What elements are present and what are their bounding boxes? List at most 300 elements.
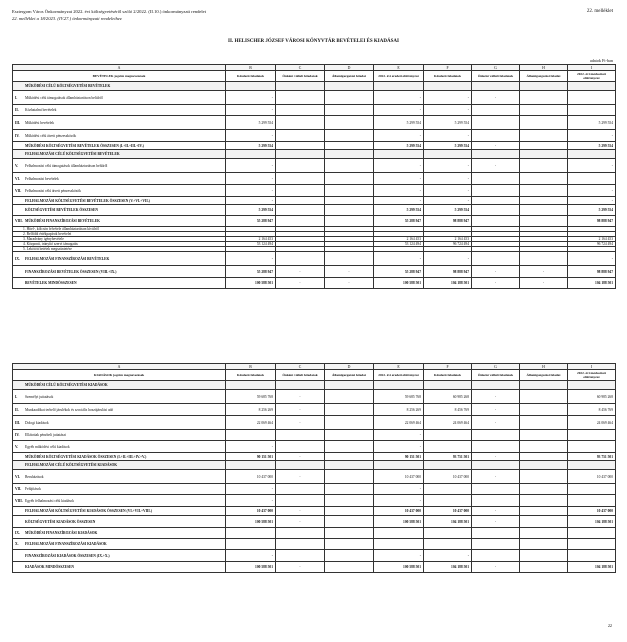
row-label-cell [13, 404, 226, 416]
value-cell [325, 142, 374, 150]
value-cell [424, 484, 472, 495]
value-cell [276, 216, 325, 227]
value-cell [276, 197, 325, 205]
column-letter: I [568, 65, 616, 71]
value-cell: - [276, 390, 325, 404]
value-cell [520, 159, 568, 173]
row-label: Beruházások [25, 474, 44, 479]
value-cell: 96 724 494 [424, 242, 472, 247]
row-label-cell [13, 453, 226, 461]
value-cell [472, 441, 520, 453]
value-cell [472, 105, 520, 116]
value-cell: - [276, 278, 325, 289]
value-cell [520, 130, 568, 142]
value-cell: - [325, 266, 374, 278]
value-cell [472, 252, 520, 266]
value-cell [568, 461, 616, 470]
value-cell: - [374, 252, 424, 266]
value-cell: - [226, 484, 276, 495]
column-letter: E [374, 65, 424, 71]
value-cell [325, 205, 374, 216]
value-cell [325, 185, 374, 197]
value-cell: - [374, 130, 424, 142]
value-cell: - [472, 562, 520, 573]
column-header-c3: Államigazgatási feladat [325, 71, 374, 82]
value-cell: - [424, 185, 472, 197]
value-cell [520, 197, 568, 205]
table-row [13, 516, 616, 528]
value-cell: - [374, 495, 424, 507]
row-roman-numeral: VII. [15, 487, 22, 491]
column-header-c7: Államigazgatási feladat [520, 71, 568, 82]
value-cell [568, 495, 616, 507]
row-label-cell [13, 197, 226, 205]
value-cell [568, 528, 616, 539]
row-label: 2. Belföldi értékpapírok bevételei [23, 232, 72, 236]
value-cell: 55 288 947 [226, 216, 276, 227]
value-cell [568, 430, 616, 441]
column-letter: A [13, 364, 226, 370]
value-cell: - [520, 266, 568, 278]
row-label-cell [13, 507, 226, 516]
value-cell: - [424, 130, 472, 142]
value-cell [472, 539, 520, 550]
value-cell [276, 430, 325, 441]
value-cell [472, 430, 520, 441]
value-cell [520, 461, 568, 470]
value-cell [325, 484, 374, 495]
value-cell [325, 461, 374, 470]
row-label: Felhalmozási bevételek [25, 176, 59, 181]
value-cell [325, 82, 374, 91]
value-cell: 5 299 554 [226, 205, 276, 216]
column-letter: D [325, 65, 374, 71]
value-cell [276, 495, 325, 507]
value-cell: - [374, 185, 424, 197]
row-roman-numeral: VI. [15, 474, 20, 479]
column-letter: H [520, 65, 568, 71]
value-cell [472, 150, 520, 159]
column-header-c8: 2022. évi módosított előirányzat [568, 370, 616, 381]
column-header-label: KIADÁSOK jogcím megnevezések [13, 370, 226, 381]
value-cell [424, 495, 472, 507]
value-cell [472, 216, 520, 227]
value-cell: - [226, 173, 276, 185]
row-label-cell [13, 470, 226, 484]
table-row [13, 495, 616, 507]
table-row [13, 404, 616, 416]
value-cell: 10 437 000 [568, 507, 616, 516]
value-cell [325, 430, 374, 441]
column-header-c2: Önként vállalt feladatok [276, 370, 325, 381]
value-cell: - [276, 562, 325, 573]
expense-table-body [13, 364, 616, 573]
value-cell [472, 197, 520, 205]
value-cell [276, 539, 325, 550]
row-label-cell [13, 173, 226, 185]
column-header-row [13, 370, 616, 381]
table-row [13, 252, 616, 266]
row-label: KÖLTSÉGVETÉSI KIADÁSOK ÖSSZESEN [25, 519, 96, 524]
value-cell [276, 159, 325, 173]
row-label: 4. Központi, irányító szervi támogatás [23, 242, 78, 246]
row-label: MŰKÖDÉSI KÖLTSÉGVETÉSI KIADÁSOK ÖSSZESEN (I.+II.+III.+IV.+V.) [25, 454, 147, 459]
value-cell: - [568, 185, 616, 197]
column-letter: A [13, 65, 226, 71]
row-label-cell [13, 441, 226, 453]
value-cell: 98 888 947 [424, 216, 472, 227]
value-cell: 2 164 453 [568, 237, 616, 242]
value-cell [568, 82, 616, 91]
row-label: Személyi juttatások [25, 394, 54, 399]
value-cell: 93 751 501 [424, 453, 472, 461]
value-cell [276, 205, 325, 216]
value-cell [520, 185, 568, 197]
value-cell [276, 461, 325, 470]
value-cell: - [226, 441, 276, 453]
value-cell [325, 453, 374, 461]
value-cell [472, 116, 520, 130]
column-header-c7: Államigazgatási feladat [520, 370, 568, 381]
row-roman-numeral: IX. [15, 531, 20, 535]
value-cell [325, 562, 374, 573]
row-roman-numeral: X. [15, 542, 19, 546]
value-cell [472, 205, 520, 216]
value-cell: 10 437 000 [374, 507, 424, 516]
value-cell: 24 069 464 [424, 416, 472, 430]
row-roman-numeral: V. [15, 163, 19, 168]
row-roman-numeral: III. [15, 420, 21, 425]
value-cell [424, 150, 472, 159]
row-label: 3. Maradvány igénybevétele [23, 237, 64, 241]
table-row [13, 562, 616, 573]
row-roman-numeral: VI. [15, 176, 20, 181]
value-cell: 104 188 501 [568, 516, 616, 528]
value-cell: 104 188 501 [424, 516, 472, 528]
value-cell [226, 82, 276, 91]
value-cell [325, 495, 374, 507]
value-cell [374, 528, 424, 539]
value-cell: - [226, 105, 276, 116]
table-row [13, 91, 616, 105]
row-label-cell [13, 130, 226, 142]
value-cell: - [374, 173, 424, 185]
column-header-c5: Kötelező feladatok [424, 370, 472, 381]
row-label: MŰKÖDÉSI FINANSZÍROZÁSI BEVÉTELEK [25, 219, 100, 223]
row-label: Közhatalmi bevételek [25, 108, 57, 112]
value-cell: - [374, 550, 424, 562]
value-cell: 10 437 000 [226, 470, 276, 484]
value-cell [520, 105, 568, 116]
value-cell [520, 150, 568, 159]
value-cell: - [472, 91, 520, 105]
value-cell: 100 588 501 [374, 516, 424, 528]
row-label-cell [13, 159, 226, 173]
row-label-cell [13, 116, 226, 130]
value-cell: - [472, 453, 520, 461]
row-label: Felhalmozási célú átvett pénzeszközök [25, 188, 81, 193]
value-cell: - [472, 159, 520, 173]
value-cell [276, 550, 325, 562]
value-cell: 90 151 501 [374, 453, 424, 461]
value-cell: - [374, 105, 424, 116]
value-cell: 104 188 501 [424, 562, 472, 573]
value-cell [472, 185, 520, 197]
column-header-row [13, 71, 616, 82]
value-cell: 10 437 000 [374, 470, 424, 484]
value-cell: - [472, 266, 520, 278]
value-cell [325, 441, 374, 453]
row-roman-numeral: IX. [15, 256, 20, 261]
value-cell [520, 142, 568, 150]
row-label: Egyéb felhalmozási célú kiadások [25, 498, 74, 503]
value-cell [520, 116, 568, 130]
value-cell: 24 069 464 [568, 416, 616, 430]
column-header-c6: Önként vállalt feladatok [472, 370, 520, 381]
table-row [13, 507, 616, 516]
value-cell [568, 550, 616, 562]
value-cell: - [276, 453, 325, 461]
value-cell [520, 528, 568, 539]
value-cell: 98 888 947 [424, 266, 472, 278]
table-row [13, 173, 616, 185]
row-label-cell [13, 528, 226, 539]
value-cell [424, 461, 472, 470]
value-cell: 22 069 464 [226, 416, 276, 430]
column-header-c3: Államigazgatási feladat [325, 370, 374, 381]
row-label-cell [13, 416, 226, 430]
row-label: Működési bevételek [25, 120, 55, 125]
row-label-cell [13, 266, 226, 278]
value-cell: - [472, 278, 520, 289]
value-cell [472, 528, 520, 539]
table-row [13, 430, 616, 441]
value-cell: - [226, 91, 276, 105]
value-cell: - [520, 278, 568, 289]
value-cell: - [568, 252, 616, 266]
row-roman-numeral: II. [15, 108, 19, 112]
table-row [13, 159, 616, 173]
value-cell [374, 82, 424, 91]
value-cell [520, 484, 568, 495]
value-cell: 5 299 554 [374, 205, 424, 216]
table-row [13, 216, 616, 227]
page-title: II. HELISCHER JÓZSEF VÁROSI KÖNYVTÁR BEVÉTELEI ÉS KIADÁSAI [228, 39, 399, 44]
value-cell: - [276, 404, 325, 416]
column-letter: F [424, 65, 472, 71]
revenue-table [12, 64, 616, 289]
value-cell: 100 588 501 [374, 278, 424, 289]
page-number: 22 [607, 623, 612, 628]
table-row [13, 550, 616, 562]
row-label: Egyéb működési célú kiadások [25, 444, 70, 449]
row-label-cell [13, 105, 226, 116]
value-cell [472, 550, 520, 562]
value-cell [472, 130, 520, 142]
row-roman-numeral: VIII. [15, 219, 23, 223]
column-header-c8: 2022. évi módosított előirányzat [568, 71, 616, 82]
row-label: BEVÉTELEK MINDÖSSZESEN [25, 281, 77, 285]
row-label-cell [13, 381, 226, 390]
value-cell: - [472, 516, 520, 528]
value-cell: - [424, 197, 472, 205]
value-cell: 2 164 453 [374, 237, 424, 242]
value-cell [520, 404, 568, 416]
value-cell: - [276, 516, 325, 528]
row-label: Felhalmozási célú támogatások államháztartáson belülről [25, 163, 108, 168]
value-cell [226, 430, 276, 441]
value-cell: 5 299 554 [424, 142, 472, 150]
value-cell: 8 456 769 [568, 404, 616, 416]
value-cell: - [226, 252, 276, 266]
value-cell: - [424, 550, 472, 562]
row-label: Munkaadókat terhelő járulékok és szociális hozzájárulási adó [25, 407, 114, 412]
row-label-cell [13, 150, 226, 159]
value-cell: 2 164 453 [226, 237, 276, 242]
value-cell: 5 299 554 [568, 116, 616, 130]
table-row [13, 197, 616, 205]
row-label: MŰKÖDÉSI KÖLTSÉGVETÉSI BEVÉTELEK ÖSSZESEN (I.+II.+III.+IV.) [25, 143, 144, 148]
column-letter: G [472, 364, 520, 370]
table-row [13, 381, 616, 390]
value-cell [520, 550, 568, 562]
value-cell [276, 116, 325, 130]
row-label-cell [13, 252, 226, 266]
row-label-cell [13, 278, 226, 289]
value-cell: 100 588 501 [374, 562, 424, 573]
value-cell [325, 470, 374, 484]
row-label: Működési célú támogatások államháztartáson belülről [25, 95, 103, 100]
row-label: Működési célú átvett pénzeszközök [25, 133, 77, 138]
table-row [13, 470, 616, 484]
value-cell [520, 416, 568, 430]
value-cell: 98 888 947 [568, 216, 616, 227]
value-cell: 104 188 501 [424, 278, 472, 289]
column-header-c6: Önként vállalt feladatok [472, 71, 520, 82]
value-cell [520, 390, 568, 404]
value-cell [325, 507, 374, 516]
value-cell [472, 82, 520, 91]
column-header-c1: Kötelező feladatok [226, 370, 276, 381]
value-cell [276, 142, 325, 150]
row-label: 5. Lekötött betétek megszüntetése [23, 247, 72, 251]
value-cell: - [472, 142, 520, 150]
value-cell: 55 288 947 [374, 266, 424, 278]
row-label-cell [13, 91, 226, 105]
value-cell: 5 299 554 [424, 205, 472, 216]
row-label: MŰKÖDÉSI CÉLÚ KÖLTSÉGVETÉSI KIADÁSOK [25, 383, 108, 387]
revenue-table-body [13, 65, 616, 289]
value-cell: 5 299 554 [568, 205, 616, 216]
unit-label: adatok Ft-ban [589, 58, 613, 63]
value-cell [472, 173, 520, 185]
value-cell: 100 588 501 [226, 516, 276, 528]
value-cell [226, 528, 276, 539]
row-label: FELHALMOZÁSI FINANSZÍROZÁSI KIADÁSOK [25, 542, 107, 546]
value-cell: 55 288 947 [226, 266, 276, 278]
header-annex: 22. melléklet a 18/2023. (IV.27.) önkormányzati rendelethez [12, 16, 122, 21]
value-cell [325, 539, 374, 550]
table-row [13, 205, 616, 216]
value-cell: - [424, 252, 472, 266]
row-label: FINANSZÍROZÁSI BEVÉTELEK ÖSSZESEN (VIII.+IX.) [25, 269, 117, 274]
table-row [13, 453, 616, 461]
column-letter: D [325, 364, 374, 370]
column-letter: E [374, 364, 424, 370]
row-label-cell [13, 216, 226, 227]
row-label-cell [13, 82, 226, 91]
value-cell [276, 105, 325, 116]
row-roman-numeral: V. [15, 444, 19, 449]
value-cell [520, 381, 568, 390]
value-cell [520, 495, 568, 507]
value-cell: - [226, 197, 276, 205]
value-cell: 53 124 494 [226, 242, 276, 247]
table-row [13, 105, 616, 116]
value-cell [520, 430, 568, 441]
value-cell: 22 069 464 [374, 416, 424, 430]
value-cell [276, 484, 325, 495]
value-cell [424, 82, 472, 91]
value-cell: - [472, 416, 520, 430]
value-cell: 100 588 501 [226, 278, 276, 289]
value-cell [520, 216, 568, 227]
row-label-cell [13, 495, 226, 507]
value-cell: 5 299 554 [374, 142, 424, 150]
row-label: Dologi kiadások [25, 420, 49, 425]
value-cell [226, 461, 276, 470]
value-cell [325, 516, 374, 528]
value-cell [276, 130, 325, 142]
value-cell [472, 495, 520, 507]
row-roman-numeral: III. [15, 120, 21, 125]
value-cell [520, 562, 568, 573]
table-row [13, 266, 616, 278]
row-label: 1. Hitel-, kölcsön felvétele államháztartáson kívülről [23, 227, 99, 231]
value-cell: 98 888 947 [568, 266, 616, 278]
value-cell: - [472, 507, 520, 516]
value-cell [520, 507, 568, 516]
value-cell [276, 91, 325, 105]
value-cell: 59 685 768 [374, 390, 424, 404]
header-regulation: Esztergom Város Önkormányzat 2022. évi költségvetéséről szóló 2/2022. (II.10.) önkormányzati rendelet [12, 9, 206, 14]
column-header-label: BEVÉTELEK jogcím megnevezések [13, 71, 226, 82]
row-label-cell [13, 205, 226, 216]
value-cell [325, 416, 374, 430]
value-cell: 90 151 501 [226, 453, 276, 461]
column-letter: B [226, 65, 276, 71]
value-cell [424, 539, 472, 550]
column-header-c2: Önként vállalt feladatok [276, 71, 325, 82]
column-letter: I [568, 364, 616, 370]
row-label-cell [13, 516, 226, 528]
table-row [13, 142, 616, 150]
value-cell: - [568, 130, 616, 142]
value-cell [325, 528, 374, 539]
value-cell [520, 516, 568, 528]
row-label: FELHALMOZÁSI CÉLÚ KÖLTSÉGVETÉSI KIADÁSOK [25, 463, 118, 467]
column-header-c5: Kötelező feladatok [424, 71, 472, 82]
row-label: MŰKÖDÉSI CÉLÚ KÖLTSÉGVETÉSI BEVÉTELEK [25, 84, 111, 88]
value-cell [276, 150, 325, 159]
value-cell: 10 437 000 [424, 470, 472, 484]
row-label-cell [13, 562, 226, 573]
value-cell: - [226, 550, 276, 562]
value-cell: - [325, 278, 374, 289]
table-row [13, 116, 616, 130]
row-label: KIADÁSOK MINDÖSSZESEN [25, 565, 75, 569]
value-cell [226, 539, 276, 550]
